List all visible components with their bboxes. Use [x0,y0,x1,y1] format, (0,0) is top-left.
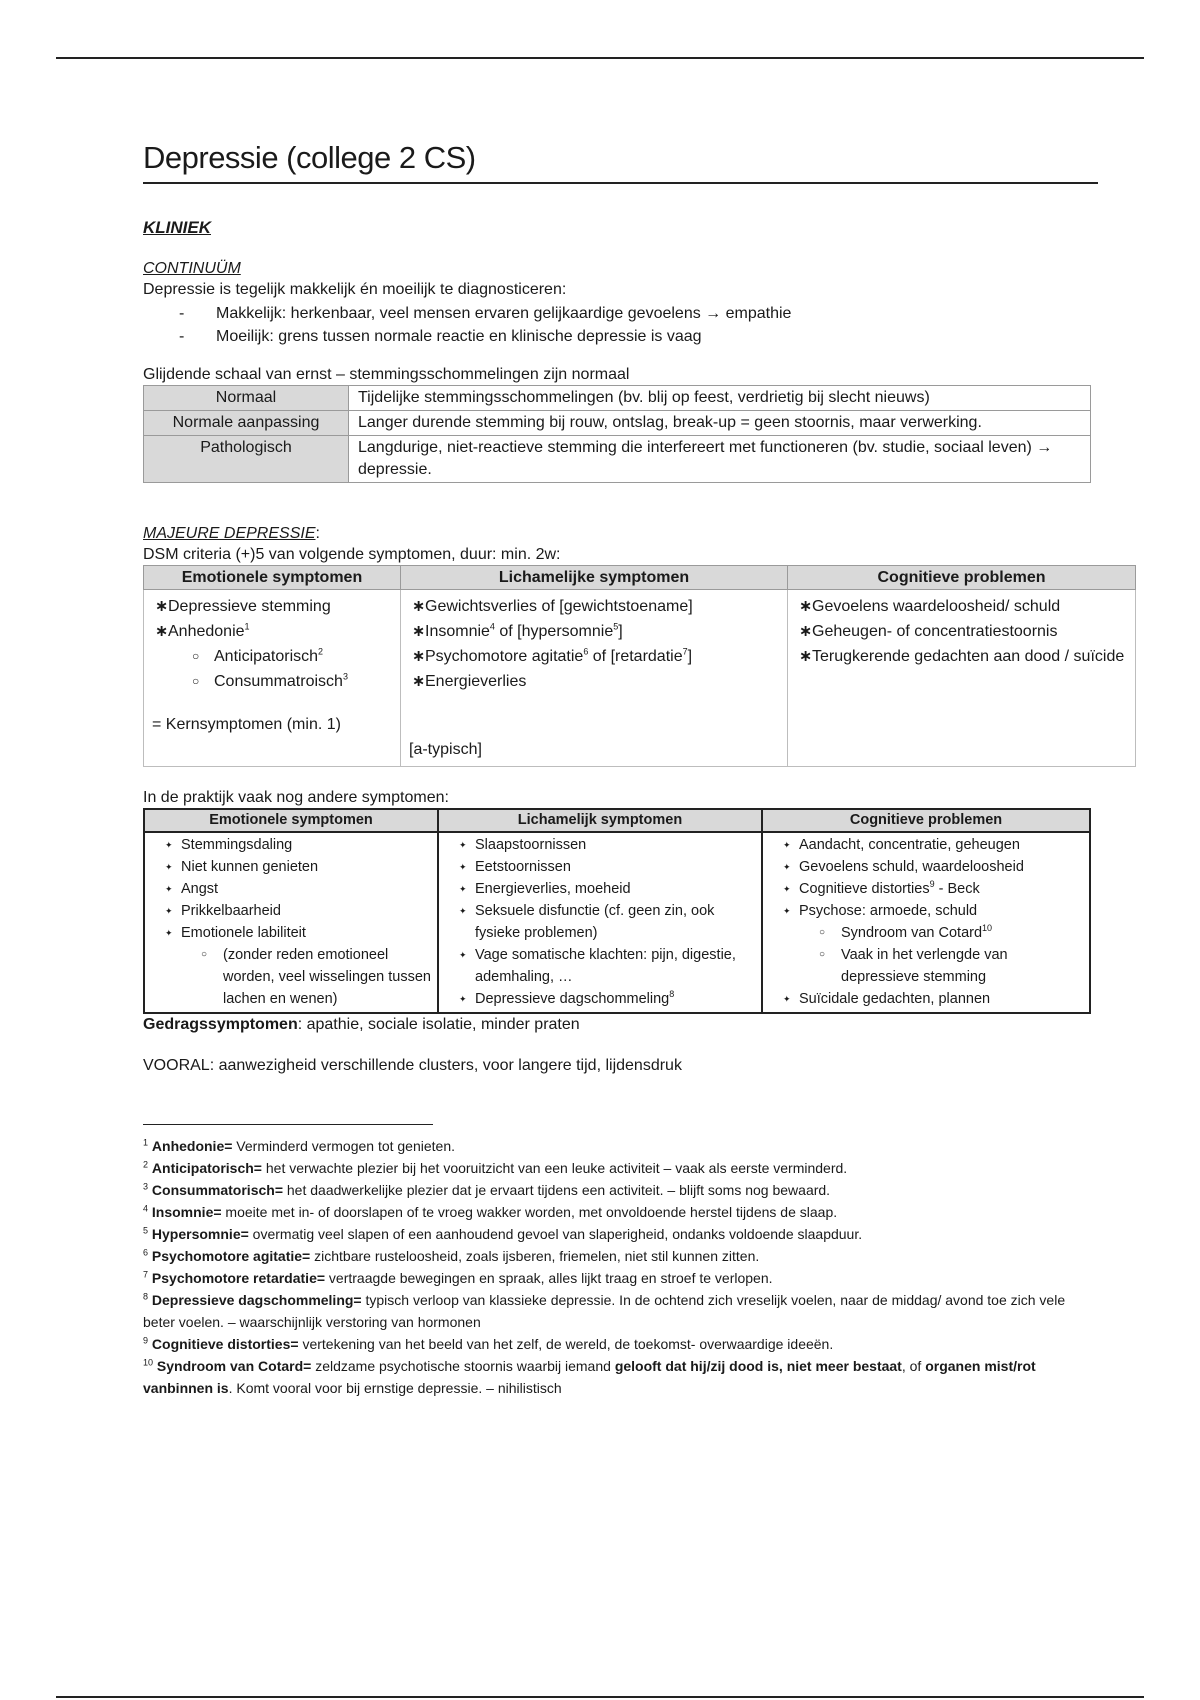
list-item [192,644,392,669]
footnote [143,1245,1093,1267]
item-text: of [hypersomnie [494,623,614,640]
item-text: Insomnie [425,623,490,640]
footnote-number: 10 [143,1357,154,1368]
dsm-criteria: DSM criteria (+)5 van volgende symptomen, duur: min. 2w: [143,546,561,563]
majeure-section [143,523,1093,565]
majeure-heading-line [143,523,1093,544]
cognitive-list [783,834,1083,1010]
footnote-number: 4 [143,1203,149,1214]
footnote-text: , of [901,1358,926,1374]
footnote-term: Hypersomnie= [151,1226,249,1242]
footnote-ref: 10 [982,923,993,934]
footnotes [143,1135,1093,1399]
column-header: Lichamelijke symptomen [401,566,788,590]
emotional-list [165,834,431,1010]
table-header-row [144,809,1090,832]
list-item [192,669,392,694]
footnote-term: Anticipatorisch= [151,1160,262,1176]
item-text: Anticipatorisch [214,648,319,665]
scale-label: Normale aanpassing [144,411,349,436]
physical-cell [401,590,788,767]
footnote-text: Verminderd vermogen tot genieten. [232,1138,455,1154]
column-header: Emotionele symptomen [144,809,438,832]
list-item: ∗ Gevoelens waardeloosheid/ schuld [796,594,1127,619]
footnote-number: 5 [143,1225,149,1236]
footnote-ref: 5 [613,621,619,632]
vooral-note: VOORAL: aanwezigheid verschillende clusters, voor langere tijd, lijdensdruk [143,1057,682,1074]
footnote-number: 2 [143,1159,149,1170]
atypical-note: [a-typisch] [409,741,482,758]
physical-list [459,834,755,1010]
footnote-number: 8 [143,1291,149,1302]
footnote [143,1201,1093,1223]
list-item [819,922,1083,944]
list-item: ✦ Seksuele disfunctie (cf. geen zin, ook fysieke problemen) [459,900,755,944]
physical-list [409,594,779,694]
item-text: of [retardatie [588,648,683,665]
emotional-cell [144,832,438,1013]
list-item: ✦ Niet kunnen genieten [165,856,431,878]
footnote-term: Anhedonie= [151,1138,233,1154]
footnote-term: Psychomotore agitatie= [151,1248,311,1264]
list-item: ○ Vaak in het verlengde van depressieve stemming [819,944,1083,988]
item-text: Cognitieve distorties [799,881,930,897]
footnote-ref: 2 [318,646,324,657]
scale-desc: Tijdelijke stemmingsschommelingen (bv. blij op feest, verdrietig bij slecht nieuws) [349,386,1091,411]
list-item: - Makkelijk: herkenbaar, veel mensen ervaren gelijkaardige gevoelens → empathie [179,302,1093,325]
column-header: Emotionele symptomen [144,566,401,590]
list-item [409,619,779,644]
footnote-term: Psychomotore retardatie= [151,1270,326,1286]
majeure-colon: : [315,525,320,542]
item-text: Consummatroisch [214,673,343,690]
list-item: ✦ Slaapstoornissen [459,834,755,856]
footnote-term: Cognitieve distorties= [151,1336,299,1352]
footnote-text: het verwachte plezier bij het vooruitzicht van een leuke activiteit – vaak als eerste verminderd. [262,1160,848,1176]
footnote-number: 9 [143,1335,149,1346]
column-header: Cognitieve problemen [762,809,1090,832]
list-item: ✦ Stemmingsdaling [165,834,431,856]
continuum-intro: Depressie is tegelijk makkelijk én moeilijk te diagnosticeren: [143,281,567,298]
footnote-text: vertekening van het beeld van het zelf, de wereld, de toekomst- overwaardige ideeën. [298,1336,834,1352]
footnote-text: zeldzame psychotische stoornis waarbij iemand [311,1358,615,1374]
page-title: Depressie (college 2 CS) [143,140,1098,184]
scale-desc: Langdurige, niet-reactieve stemming die interfereert met functioneren (bv. studie, sociaal leven) → depressie. [349,436,1091,483]
list-item: ✦ Aandacht, concentratie, geheugen [783,834,1083,856]
document-body [143,140,1125,1399]
behavior-symptoms [143,1014,1093,1035]
footnote-ref: 7 [682,646,688,657]
sub-list [799,922,1083,988]
list-item: ✦ Energieverlies, moeheid [459,878,755,900]
item-text: Emotionele labiliteit [181,925,306,941]
item-text: ] [618,623,623,640]
footnote-text: het daadwerkelijke plezier dat je ervaart tijdens een activiteit. – blijft soms nog bewaard. [283,1182,831,1198]
list-item: ∗ Gewichtsverlies of [gewichtstoename] [409,594,779,619]
physical-cell [438,832,762,1013]
list-item: ✦ Vage somatische klachten: pijn, digestie, ademhaling, … [459,944,755,988]
item-text: - Beck [934,881,980,897]
footnote-ref: 1 [244,621,250,632]
footnote [143,1135,1093,1157]
footnote-number: 3 [143,1181,149,1192]
list-item: ∗ Geheugen- of concentratiestoornis [796,619,1127,644]
column-header: Lichamelijk symptomen [438,809,762,832]
footnote-number: 7 [143,1269,149,1280]
list-item: ✦ Eetstoornissen [459,856,755,878]
continuum-list [143,302,1093,348]
list-item [165,922,431,1010]
footnote [143,1179,1093,1201]
footnote-emphasis: gelooft dat hij/zij dood is, niet meer bestaat [614,1358,902,1374]
page-bottom-rule [56,1696,1144,1698]
footnote-emphasis: organen mist/rot vanbinnen is [143,1358,1036,1396]
footnote-term: Syndroom van Cotard= [156,1358,312,1374]
scale-desc: Langer durende stemming bij rouw, ontslag, break-up = geen stoornis, maar verwerking. [349,411,1091,436]
item-text: Anhedonie [168,623,245,640]
behavior-label: Gedragssymptomen [143,1016,298,1033]
footnote-text: . Komt vooral voor bij ernstige depressie. – nihilistisch [228,1380,562,1396]
list-item: ✦ Angst [165,878,431,900]
emotional-cell [144,590,401,767]
scale-label: Normaal [144,386,349,411]
footnote [143,1333,1093,1355]
table-header-row [144,566,1136,590]
footnote [143,1157,1093,1179]
list-item: ✦ Gevoelens schuld, waardeloosheid [783,856,1083,878]
page-top-rule [56,57,1144,59]
footnote-ref: 9 [929,879,935,890]
item-text: Syndroom van Cotard [841,925,983,941]
list-item: ✦ Suïcidale gedachten, plannen [783,988,1083,1010]
section-heading-kliniek: KLINIEK [143,218,211,237]
footnote-ref: 3 [342,671,348,682]
list-item [152,619,392,694]
table-row [144,590,1136,767]
footnote-text: overmatig veel slapen of een aanhoudend gevoel van slaperigheid, ondanks voldoende slaapduur. [248,1226,863,1242]
footnote-ref: 4 [489,621,495,632]
dsm-symptom-table [143,565,1136,767]
sub-list [168,644,392,694]
item-text: ] [687,648,693,665]
cognitive-cell [762,832,1090,1013]
column-header: Cognitieve problemen [788,566,1136,590]
footnote [143,1267,1093,1289]
item-text: Psychomotore agitatie [425,648,584,665]
footnote-term: Insomnie= [151,1204,222,1220]
footnote-ref: 8 [669,989,675,1000]
list-item: ∗ Energieverlies [409,669,779,694]
list-item [783,878,1083,900]
footnote-ref: 6 [583,646,589,657]
list-item: ✦ Prikkelbaarheid [165,900,431,922]
sub-list [181,944,431,1010]
table-row [144,436,1091,483]
footnote [143,1289,1093,1333]
footnote-number: 6 [143,1247,149,1258]
table-row [144,832,1090,1013]
emotional-list [152,594,392,694]
core-symptoms-note: = Kernsymptomen (min. 1) [152,716,341,733]
footnote-text: moeite met in- of doorslapen of te vroeg wakker worden, met onvoldoende herstel tijdens de slaap. [221,1204,838,1220]
footnote-text: zichtbare rusteloosheid, zoals ijsberen, friemelen, niet stil kunnen zitten. [310,1248,760,1264]
praktijk-intro: In de praktijk vaak nog andere symptomen: [143,789,449,806]
footnote-term: Consummatorisch= [151,1182,283,1198]
table-row [144,386,1091,411]
footnote [143,1223,1093,1245]
cognitive-list [796,594,1127,669]
praktijk-symptom-table [143,808,1091,1014]
footnote-text: vertraagde bewegingen en spraak, alles lijkt traag en stroef te verlopen. [325,1270,773,1286]
majeure-heading: MAJEURE DEPRESSIE [143,525,316,542]
continuum-heading: CONTINUÜM [143,260,241,277]
item-text: Psychose: armoede, schuld [799,903,978,919]
scale-label: Pathologisch [144,436,349,483]
list-item [409,644,779,669]
continuum-section [143,258,1093,348]
list-item: ∗ Depressieve stemming [152,594,392,619]
item-text: Depressieve dagschommeling [475,991,670,1007]
list-item: ∗ Terugkerende gedachten aan dood / suïcide [796,644,1127,669]
footnote-divider [143,1124,433,1125]
table-row [144,411,1091,436]
cognitive-cell [788,590,1136,767]
severity-scale-table [143,385,1091,483]
footnote-text: typisch verloop van klassieke depressie. In de ochtend zich vreselijk voelen, naar de middag/ avond toe zich vele beter voelen. – waarschijnlijk verstoring van hormonen [143,1292,1066,1330]
footnote-term: Depressieve dagschommeling= [151,1292,362,1308]
behavior-text: : apathie, sociale isolatie, minder praten [297,1016,580,1033]
scale-intro: Glijdende schaal van ernst – stemmingsschommelingen zijn normaal [143,366,630,383]
footnote-number: 1 [143,1137,149,1148]
list-item: ○ (zonder reden emotioneel worden, veel wisselingen tussen lachen en wenen) [201,944,431,1010]
list-item [459,988,755,1010]
list-item: - Moeilijk: grens tussen normale reactie en klinische depressie is vaag [179,325,1093,348]
footnote [143,1355,1093,1399]
list-item [783,900,1083,988]
